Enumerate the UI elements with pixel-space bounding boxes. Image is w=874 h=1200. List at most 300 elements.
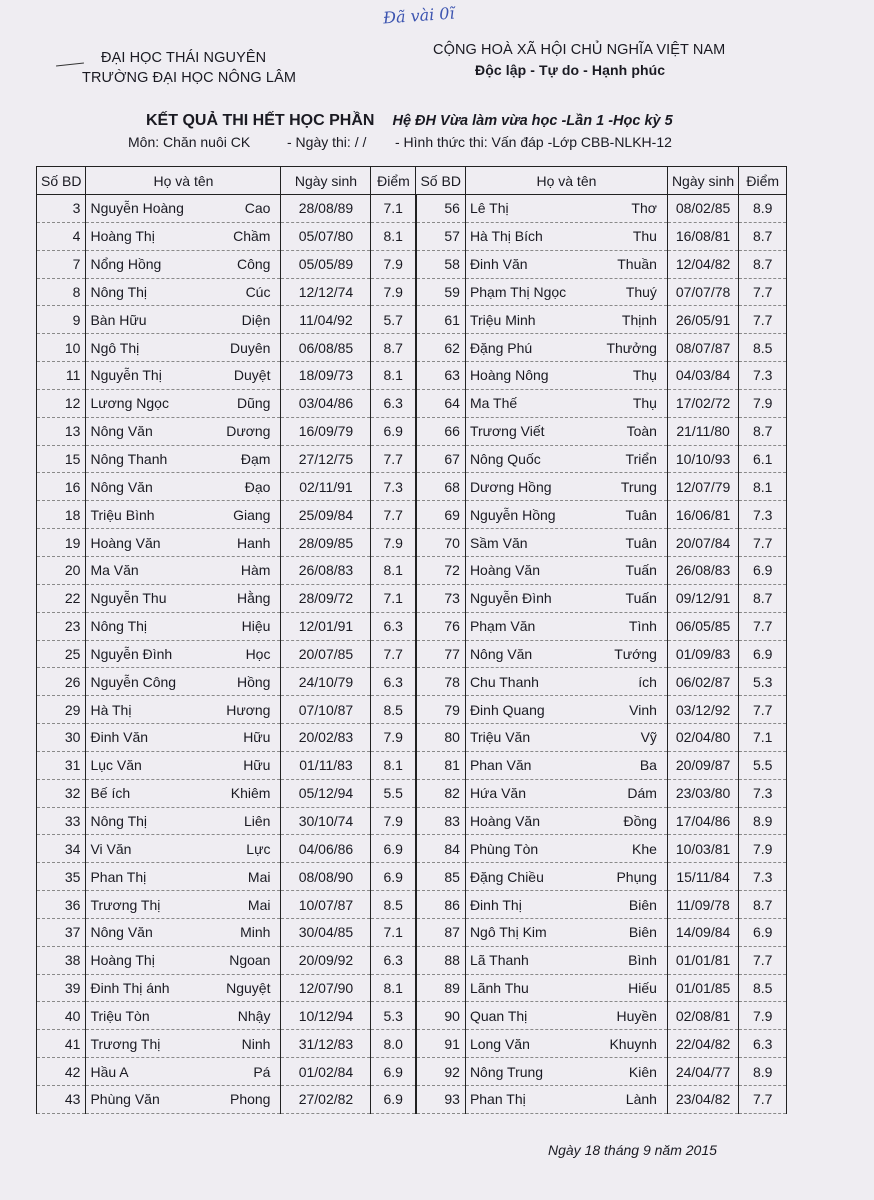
first-names: Ngô Thị	[90, 339, 140, 356]
left-dob-cell: 28/08/89	[281, 195, 371, 223]
table-row	[37, 529, 787, 557]
left-sbd-cell: 19	[37, 529, 86, 557]
given-name: Lực	[246, 840, 271, 857]
right-score-cell: 7.7	[739, 696, 787, 724]
table-row	[37, 668, 787, 696]
table-row	[37, 584, 787, 612]
right-score-cell: 7.7	[739, 1086, 787, 1114]
table-row	[37, 501, 787, 529]
right-dob-cell: 02/04/80	[667, 724, 738, 752]
left-sbd-cell: 42	[37, 1058, 86, 1086]
left-dob-cell: 01/02/84	[281, 1058, 371, 1086]
table-row	[37, 946, 787, 974]
left-sbd-cell: 40	[37, 1002, 86, 1030]
left-name-cell	[86, 334, 281, 362]
left-sbd-cell: 30	[37, 724, 86, 752]
right-dob-cell: 01/01/81	[667, 946, 738, 974]
left-name-cell	[86, 1086, 281, 1114]
left-sbd-cell: 37	[37, 918, 86, 946]
given-name: Duyên	[230, 339, 271, 356]
right-sbd-cell: 90	[416, 1002, 465, 1030]
first-names: Hoàng Thị	[90, 228, 155, 245]
left-sbd-cell: 25	[37, 640, 86, 668]
first-names: Nông Thanh	[90, 451, 168, 468]
given-name: Công	[237, 256, 271, 273]
right-dob-cell: 08/02/85	[667, 195, 738, 223]
first-names: Ngô Thị Kim	[469, 924, 547, 941]
first-names: Lê Thị	[469, 200, 509, 217]
left-sbd-cell: 9	[37, 306, 86, 334]
left-sbd-cell: 22	[37, 584, 86, 612]
title-system: Hệ ĐH Vừa làm vừa học -Lần 1 -Học kỳ 5	[392, 113, 673, 129]
col-name-right: Họ và tên	[465, 167, 667, 195]
given-name: Khe	[632, 840, 657, 857]
table-row	[37, 1002, 787, 1030]
first-names: Hoàng Thị	[90, 952, 155, 969]
first-names: Lương Ngọc	[90, 395, 169, 412]
left-name-cell	[86, 501, 281, 529]
left-dob-cell: 08/08/90	[281, 863, 371, 891]
first-names: Sầm Văn	[469, 534, 528, 551]
table-row	[37, 891, 787, 919]
right-name-cell	[465, 473, 667, 501]
right-score-cell: 8.5	[739, 334, 787, 362]
given-name: Khuynh	[609, 1035, 657, 1052]
left-score-cell: 7.7	[371, 501, 416, 529]
right-sbd-cell: 78	[416, 668, 465, 696]
left-sbd-cell: 12	[37, 389, 86, 417]
right-sbd-cell: 76	[416, 612, 465, 640]
left-sbd-cell: 23	[37, 612, 86, 640]
first-names: Đặng Chiều	[469, 868, 544, 885]
left-score-cell: 7.9	[371, 250, 416, 278]
given-name: Pá	[253, 1063, 271, 1080]
right-dob-cell: 01/01/85	[667, 974, 738, 1002]
left-score-cell: 7.1	[371, 195, 416, 223]
given-name: Tuấn	[625, 562, 657, 579]
right-dob-cell: 10/03/81	[667, 835, 738, 863]
left-dob-cell: 27/12/75	[281, 445, 371, 473]
right-score-cell: 7.7	[739, 946, 787, 974]
first-names: Nông Trung	[469, 1063, 544, 1080]
first-names: Đinh Văn	[469, 256, 528, 273]
left-dob-cell: 07/10/87	[281, 696, 371, 724]
left-dob-cell: 05/07/80	[281, 222, 371, 250]
right-name-cell	[465, 278, 667, 306]
right-dob-cell: 12/04/82	[667, 250, 738, 278]
given-name: Ngoan	[229, 952, 271, 969]
first-names: Nguyễn Đình	[469, 590, 552, 607]
right-score-cell: 6.9	[739, 640, 787, 668]
right-sbd-cell: 68	[416, 473, 465, 501]
table-row	[37, 334, 787, 362]
country-name: CỘNG HOÀ XÃ HỘI CHỦ NGHĨA VIỆT NAM	[433, 42, 726, 58]
left-name-cell	[86, 918, 281, 946]
left-dob-cell: 05/12/94	[281, 779, 371, 807]
left-name-cell	[86, 473, 281, 501]
given-name: Thuần	[617, 256, 657, 273]
left-score-cell: 8.1	[371, 222, 416, 250]
left-name-cell	[86, 222, 281, 250]
left-sbd-cell: 4	[37, 222, 86, 250]
given-name: Tình	[628, 618, 657, 635]
left-dob-cell: 12/07/90	[281, 974, 371, 1002]
right-score-cell: 8.1	[739, 473, 787, 501]
right-score-cell: 6.9	[739, 918, 787, 946]
first-names: Lục Văn	[90, 757, 142, 774]
right-name-cell	[465, 1030, 667, 1058]
left-score-cell: 8.1	[371, 556, 416, 584]
left-name-cell	[86, 612, 281, 640]
title-main: KẾT QUẢ THI HẾT HỌC PHẦN	[146, 112, 375, 129]
first-names: Nguyễn Hồng	[469, 506, 556, 523]
right-score-cell: 8.7	[739, 417, 787, 445]
first-names: Hà Thị	[90, 701, 132, 718]
left-name-cell	[86, 389, 281, 417]
first-names: Đinh Thị ánh	[90, 980, 170, 997]
left-dob-cell: 28/09/72	[281, 584, 371, 612]
table-row	[37, 1086, 787, 1114]
right-dob-cell: 01/09/83	[667, 640, 738, 668]
left-name-cell	[86, 807, 281, 835]
right-name-cell	[465, 584, 667, 612]
left-score-cell: 8.1	[371, 751, 416, 779]
left-dob-cell: 25/09/84	[281, 501, 371, 529]
right-name-cell	[465, 501, 667, 529]
right-sbd-cell: 61	[416, 306, 465, 334]
first-names: Hà Thị Bích	[469, 228, 543, 245]
right-dob-cell: 12/07/79	[667, 473, 738, 501]
left-score-cell: 5.5	[371, 779, 416, 807]
left-dob-cell: 05/05/89	[281, 250, 371, 278]
right-score-cell: 6.3	[739, 1030, 787, 1058]
right-sbd-cell: 73	[416, 584, 465, 612]
right-score-cell: 7.1	[739, 724, 787, 752]
table-row	[37, 918, 787, 946]
first-names: Nông Văn	[90, 423, 153, 440]
given-name: Toàn	[626, 423, 657, 440]
table-row	[37, 362, 787, 390]
left-name-cell	[86, 640, 281, 668]
left-name-cell	[86, 668, 281, 696]
right-score-cell: 8.5	[739, 974, 787, 1002]
given-name: Hồng	[237, 673, 271, 690]
subject-label: Môn: Chăn nuôi CK	[128, 134, 251, 150]
table-row	[37, 612, 787, 640]
right-score-cell: 7.3	[739, 362, 787, 390]
left-score-cell: 6.3	[371, 946, 416, 974]
left-name-cell	[86, 1058, 281, 1086]
first-names: Trương Thị	[90, 896, 161, 913]
left-name-cell	[86, 529, 281, 557]
given-name: Thịnh	[621, 311, 657, 328]
right-name-cell	[465, 1058, 667, 1086]
first-names: Long Văn	[469, 1035, 530, 1052]
right-score-cell: 8.7	[739, 584, 787, 612]
given-name: Khiêm	[230, 785, 271, 802]
left-name-cell	[86, 891, 281, 919]
given-name: Hàm	[240, 562, 271, 579]
table-row	[37, 445, 787, 473]
left-name-cell	[86, 974, 281, 1002]
given-name: Huyền	[616, 1007, 657, 1024]
right-name-cell	[465, 417, 667, 445]
left-score-cell: 7.9	[371, 807, 416, 835]
first-names: Nông Văn	[90, 924, 153, 941]
right-score-cell: 8.9	[739, 195, 787, 223]
right-name-cell	[465, 222, 667, 250]
left-name-cell	[86, 250, 281, 278]
given-name: Thưởng	[606, 339, 657, 356]
left-sbd-cell: 38	[37, 946, 86, 974]
right-name-cell	[465, 250, 667, 278]
given-name: Nhậy	[237, 1007, 271, 1024]
right-name-cell	[465, 891, 667, 919]
table-header-row	[37, 167, 787, 195]
margin-mark	[56, 63, 84, 67]
first-names: Dương Hồng	[469, 478, 552, 495]
given-name: ích	[638, 673, 657, 690]
right-name-cell	[465, 1086, 667, 1114]
given-name: Dương	[226, 423, 271, 440]
left-sbd-cell: 39	[37, 974, 86, 1002]
first-names: Hầu A	[90, 1063, 129, 1080]
first-names: Triệu Tòn	[90, 1007, 150, 1024]
col-score-left: Điểm	[371, 167, 416, 195]
first-names: Quan Thị	[469, 1007, 528, 1024]
right-score-cell: 7.3	[739, 501, 787, 529]
given-name: Bình	[628, 952, 657, 969]
left-dob-cell: 28/09/85	[281, 529, 371, 557]
right-dob-cell: 22/04/82	[667, 1030, 738, 1058]
right-dob-cell: 03/12/92	[667, 696, 738, 724]
table-row	[37, 751, 787, 779]
right-name-cell	[465, 668, 667, 696]
right-name-cell	[465, 863, 667, 891]
right-dob-cell: 20/09/87	[667, 751, 738, 779]
first-names: Phùng Tòn	[469, 840, 539, 857]
right-name-cell	[465, 195, 667, 223]
right-dob-cell: 26/05/91	[667, 306, 738, 334]
right-dob-cell: 17/04/86	[667, 807, 738, 835]
right-sbd-cell: 82	[416, 779, 465, 807]
col-sbd-right: Số BD	[416, 167, 465, 195]
table-row	[37, 779, 787, 807]
given-name: Thụ	[632, 367, 657, 384]
col-score-right: Điểm	[739, 167, 787, 195]
left-dob-cell: 12/01/91	[281, 612, 371, 640]
right-sbd-cell: 62	[416, 334, 465, 362]
right-dob-cell: 24/04/77	[667, 1058, 738, 1086]
table-row	[37, 389, 787, 417]
table-row	[37, 1058, 787, 1086]
first-names: Nguyễn Thị	[90, 367, 162, 384]
right-dob-cell: 15/11/84	[667, 863, 738, 891]
right-score-cell: 6.9	[739, 556, 787, 584]
first-names: Trương Thị	[90, 1035, 161, 1052]
left-score-cell: 7.3	[371, 473, 416, 501]
format-class-label: - Hình thức thi: Vấn đáp -Lớp CBB-NLKH-12	[395, 134, 672, 150]
right-dob-cell: 06/05/85	[667, 612, 738, 640]
given-name: Dám	[627, 785, 657, 802]
left-name-cell	[86, 195, 281, 223]
right-score-cell: 7.7	[739, 529, 787, 557]
given-name: Đạo	[244, 478, 271, 495]
given-name: Lành	[625, 1091, 657, 1108]
given-name: Hữu	[243, 757, 271, 774]
right-name-cell	[465, 946, 667, 974]
first-names: Ma Thế	[469, 395, 518, 412]
exam-date-label: - Ngày thi: / /	[287, 134, 367, 150]
table-row	[37, 556, 787, 584]
given-name: Hiếu	[628, 980, 657, 997]
signing-date: Ngày 18 tháng 9 năm 2015	[548, 1142, 717, 1158]
first-names: Triệu Minh	[469, 311, 536, 328]
given-name: Chầm	[233, 228, 271, 245]
first-names: Hoàng Văn	[469, 812, 540, 829]
first-names: Phạm Văn	[469, 618, 536, 635]
right-score-cell: 7.9	[739, 1002, 787, 1030]
right-score-cell: 7.3	[739, 779, 787, 807]
table-row	[37, 696, 787, 724]
left-name-cell	[86, 1030, 281, 1058]
first-names: Nông Văn	[469, 645, 533, 662]
left-score-cell: 5.7	[371, 306, 416, 334]
left-score-cell: 8.5	[371, 891, 416, 919]
first-names: Phan Thị	[90, 868, 147, 885]
right-score-cell: 8.7	[739, 222, 787, 250]
left-sbd-cell: 32	[37, 779, 86, 807]
left-score-cell: 7.7	[371, 445, 416, 473]
first-names: Nguyễn Thu	[90, 590, 167, 607]
given-name: Cúc	[245, 283, 271, 300]
given-name: Học	[245, 645, 271, 662]
given-name: Thụ	[632, 395, 657, 412]
given-name: Vinh	[629, 701, 657, 718]
right-sbd-cell: 77	[416, 640, 465, 668]
right-sbd-cell: 91	[416, 1030, 465, 1058]
left-score-cell: 7.1	[371, 584, 416, 612]
right-dob-cell: 20/07/84	[667, 529, 738, 557]
right-dob-cell: 14/09/84	[667, 918, 738, 946]
table-row	[37, 417, 787, 445]
national-motto: Độc lập - Tự do - Hạnh phúc	[475, 62, 666, 78]
given-name: Tướng	[614, 645, 657, 662]
left-dob-cell: 03/04/86	[281, 389, 371, 417]
table-row	[37, 863, 787, 891]
left-dob-cell: 06/08/85	[281, 334, 371, 362]
right-name-cell	[465, 529, 667, 557]
results-table	[36, 166, 787, 1114]
right-name-cell	[465, 835, 667, 863]
given-name: Duyệt	[233, 367, 271, 384]
right-score-cell: 6.1	[739, 445, 787, 473]
left-score-cell: 6.3	[371, 612, 416, 640]
left-sbd-cell: 10	[37, 334, 86, 362]
table-row	[37, 278, 787, 306]
left-score-cell: 6.9	[371, 417, 416, 445]
left-score-cell: 7.1	[371, 918, 416, 946]
first-names: Trương Viết	[469, 423, 545, 440]
first-names: Chu Thanh	[469, 673, 539, 690]
right-dob-cell: 16/08/81	[667, 222, 738, 250]
left-dob-cell: 20/07/85	[281, 640, 371, 668]
right-name-cell	[465, 362, 667, 390]
right-sbd-cell: 81	[416, 751, 465, 779]
left-name-cell	[86, 278, 281, 306]
right-sbd-cell: 69	[416, 501, 465, 529]
given-name: Minh	[240, 924, 271, 941]
right-dob-cell: 21/11/80	[667, 417, 738, 445]
right-dob-cell: 17/02/72	[667, 389, 738, 417]
right-dob-cell: 02/08/81	[667, 1002, 738, 1030]
left-score-cell: 6.9	[371, 863, 416, 891]
right-score-cell: 7.9	[739, 835, 787, 863]
first-names: Triệu Bình	[90, 506, 155, 523]
given-name: Tuân	[625, 506, 657, 523]
table-row	[37, 1030, 787, 1058]
left-name-cell	[86, 584, 281, 612]
first-names: Bế ích	[90, 785, 131, 802]
left-sbd-cell: 31	[37, 751, 86, 779]
right-sbd-cell: 93	[416, 1086, 465, 1114]
first-names: Hứa Văn	[469, 785, 527, 802]
right-score-cell: 8.7	[739, 250, 787, 278]
first-names: Đinh Thị	[469, 896, 522, 913]
given-name: Đồng	[623, 812, 657, 829]
left-name-cell	[86, 306, 281, 334]
left-score-cell: 7.9	[371, 278, 416, 306]
table-row	[37, 807, 787, 835]
first-names: Triệu Văn	[469, 729, 531, 746]
left-dob-cell: 27/02/82	[281, 1086, 371, 1114]
right-sbd-cell: 59	[416, 278, 465, 306]
left-name-cell	[86, 835, 281, 863]
first-names: Phan Thị	[469, 1091, 526, 1108]
first-names: Nổng Hồng	[90, 256, 162, 273]
right-name-cell	[465, 724, 667, 752]
given-name: Hiệu	[241, 618, 271, 635]
first-names: Nông Thị	[90, 618, 148, 635]
right-sbd-cell: 86	[416, 891, 465, 919]
right-sbd-cell: 87	[416, 918, 465, 946]
right-score-cell: 5.3	[739, 668, 787, 696]
first-names: Hoàng Văn	[90, 534, 161, 551]
left-name-cell	[86, 696, 281, 724]
right-dob-cell: 23/03/80	[667, 779, 738, 807]
left-name-cell	[86, 1002, 281, 1030]
right-score-cell: 7.7	[739, 612, 787, 640]
first-names: Đinh Văn	[90, 729, 149, 746]
right-name-cell	[465, 445, 667, 473]
first-names: Lãnh Thu	[469, 980, 529, 997]
left-dob-cell: 26/08/83	[281, 556, 371, 584]
left-score-cell: 8.0	[371, 1030, 416, 1058]
right-sbd-cell: 66	[416, 417, 465, 445]
first-names: Bàn Hữu	[90, 311, 147, 328]
right-sbd-cell: 80	[416, 724, 465, 752]
right-sbd-cell: 92	[416, 1058, 465, 1086]
right-name-cell	[465, 696, 667, 724]
left-score-cell: 6.9	[371, 835, 416, 863]
left-sbd-cell: 11	[37, 362, 86, 390]
right-dob-cell: 07/07/78	[667, 278, 738, 306]
left-name-cell	[86, 724, 281, 752]
left-sbd-cell: 36	[37, 891, 86, 919]
right-sbd-cell: 72	[416, 556, 465, 584]
right-name-cell	[465, 556, 667, 584]
left-sbd-cell: 34	[37, 835, 86, 863]
